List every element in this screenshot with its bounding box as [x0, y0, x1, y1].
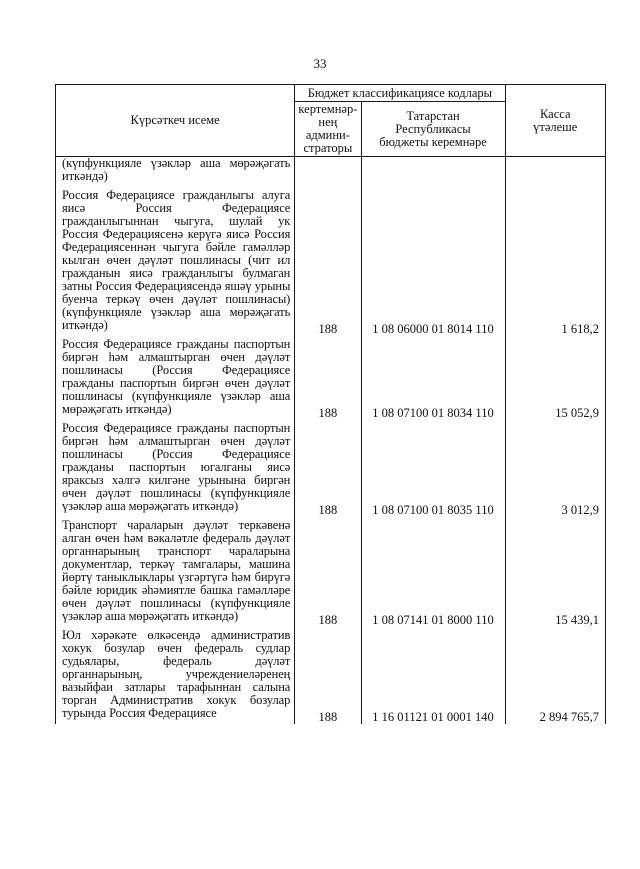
table-row — [56, 420, 606, 517]
row-revenue-code: 1 08 07100 01 8035 110 — [361, 420, 505, 517]
row-name: Россия Федерациясе гражданлыгы алуга яисә Россия Федерациясе гражданлыгыннан чыгуга, шулай ук Россия Федерациясенә керүгә яисә Россия Федерациясеннән чыгуга бәйле гамәлләр кылган өчен дәүләт пошлинасы (чит ил гражданын яисә гражданлыгы булмаган затны Россия Федерациясендә яшәү урыны буенча теркәү өчен дәүләт пошлинасы) (күпфункцияле үзәкләр аша мөрәҗәгать иткәндә) — [56, 187, 295, 336]
row-admin-code: 188 — [295, 627, 361, 724]
row-cash-value: 15 052,9 — [505, 336, 606, 420]
row-cash-value: 3 012,9 — [505, 420, 606, 517]
table-row — [56, 187, 606, 336]
row-cash-value — [505, 157, 606, 188]
row-name: Транспорт чараларын дәүләт теркәвенә алган өчен һәм вәкаләтле федераль дәүләт органнарының транспорт чараларына документлар, теркәү тамгалары, машина йөртү таныклыклары үзгәртүгә һәм бирүгә бәйле юридик әһәмиятле башка гамәлләре өчен дәүләт пошлинасы (күпфункцияле үзәкләр аша мөрәҗәгать иткәндә) — [56, 517, 295, 627]
row-name: Юл хәрәкәте өлкәсендә административ хокук бозулар өчен федераль судлар судьялары, федераль дәүләт органнарының, учреждениеләренең вазыйфаи затлары тарафыннан салына торган Административ хокук бозулар турында Россия Федерациясе — [56, 627, 295, 724]
row-cash-value: 1 618,2 — [505, 187, 606, 336]
table-row — [56, 517, 606, 627]
row-name: (күпфункцияле үзәкләр аша мөрәҗәгать иткәндә) — [56, 157, 295, 188]
table-row — [56, 627, 606, 724]
header-revenue-administrators: кертемнәр- нең админи- страторы — [295, 102, 361, 157]
row-revenue-code: 1 08 06000 01 8014 110 — [361, 187, 505, 336]
row-cash-value: 2 894 765,7 — [505, 627, 606, 724]
row-admin-code: 188 — [295, 420, 361, 517]
row-revenue-code: 1 08 07141 01 8000 110 — [361, 517, 505, 627]
row-admin-code: 188 — [295, 336, 361, 420]
page-number: 33 — [313, 56, 327, 71]
table-row — [56, 157, 606, 188]
row-admin-code: 188 — [295, 187, 361, 336]
budget-table — [55, 84, 606, 724]
header-cash-execution: Касса үтәлеше — [505, 85, 606, 157]
row-cash-value: 15 439,1 — [505, 517, 606, 627]
row-name: Россия Федерациясе гражданы паспортын биргән һәм алмаштырган өчен дәүләт пошлинасы (Россия Федерациясе гражданы паспортын биргән өчен дәүләт пошлинасы (күпфункцияле үзәкләр аша мөрәҗәгать иткәндә) — [56, 336, 295, 420]
header-tatarstan-revenue-codes: Татарстан Республикасы бюджеты керемнәре — [361, 102, 505, 157]
row-admin-code — [295, 157, 361, 188]
row-revenue-code: 1 16 01121 01 0001 140 — [361, 627, 505, 724]
header-budget-codes: Бюджет классификациясе кодлары — [295, 85, 505, 102]
row-revenue-code: 1 08 07100 01 8034 110 — [361, 336, 505, 420]
row-admin-code: 188 — [295, 517, 361, 627]
header-indicator-name: Күрсәткеч исеме — [56, 85, 295, 157]
row-revenue-code — [361, 157, 505, 188]
table-row — [56, 336, 606, 420]
row-name: Россия Федерациясе гражданы паспортын биргән һәм алмаштырган өчен дәүләт пошлинасы (Россия Федерациясе гражданы паспортын югалганы яисә яраксыз хәлгә килгәне урынына биргән өчен дәүләт пошлинасы (күпфункцияле үзәкләр аша мөрәҗәгать иткәндә) — [56, 420, 295, 517]
